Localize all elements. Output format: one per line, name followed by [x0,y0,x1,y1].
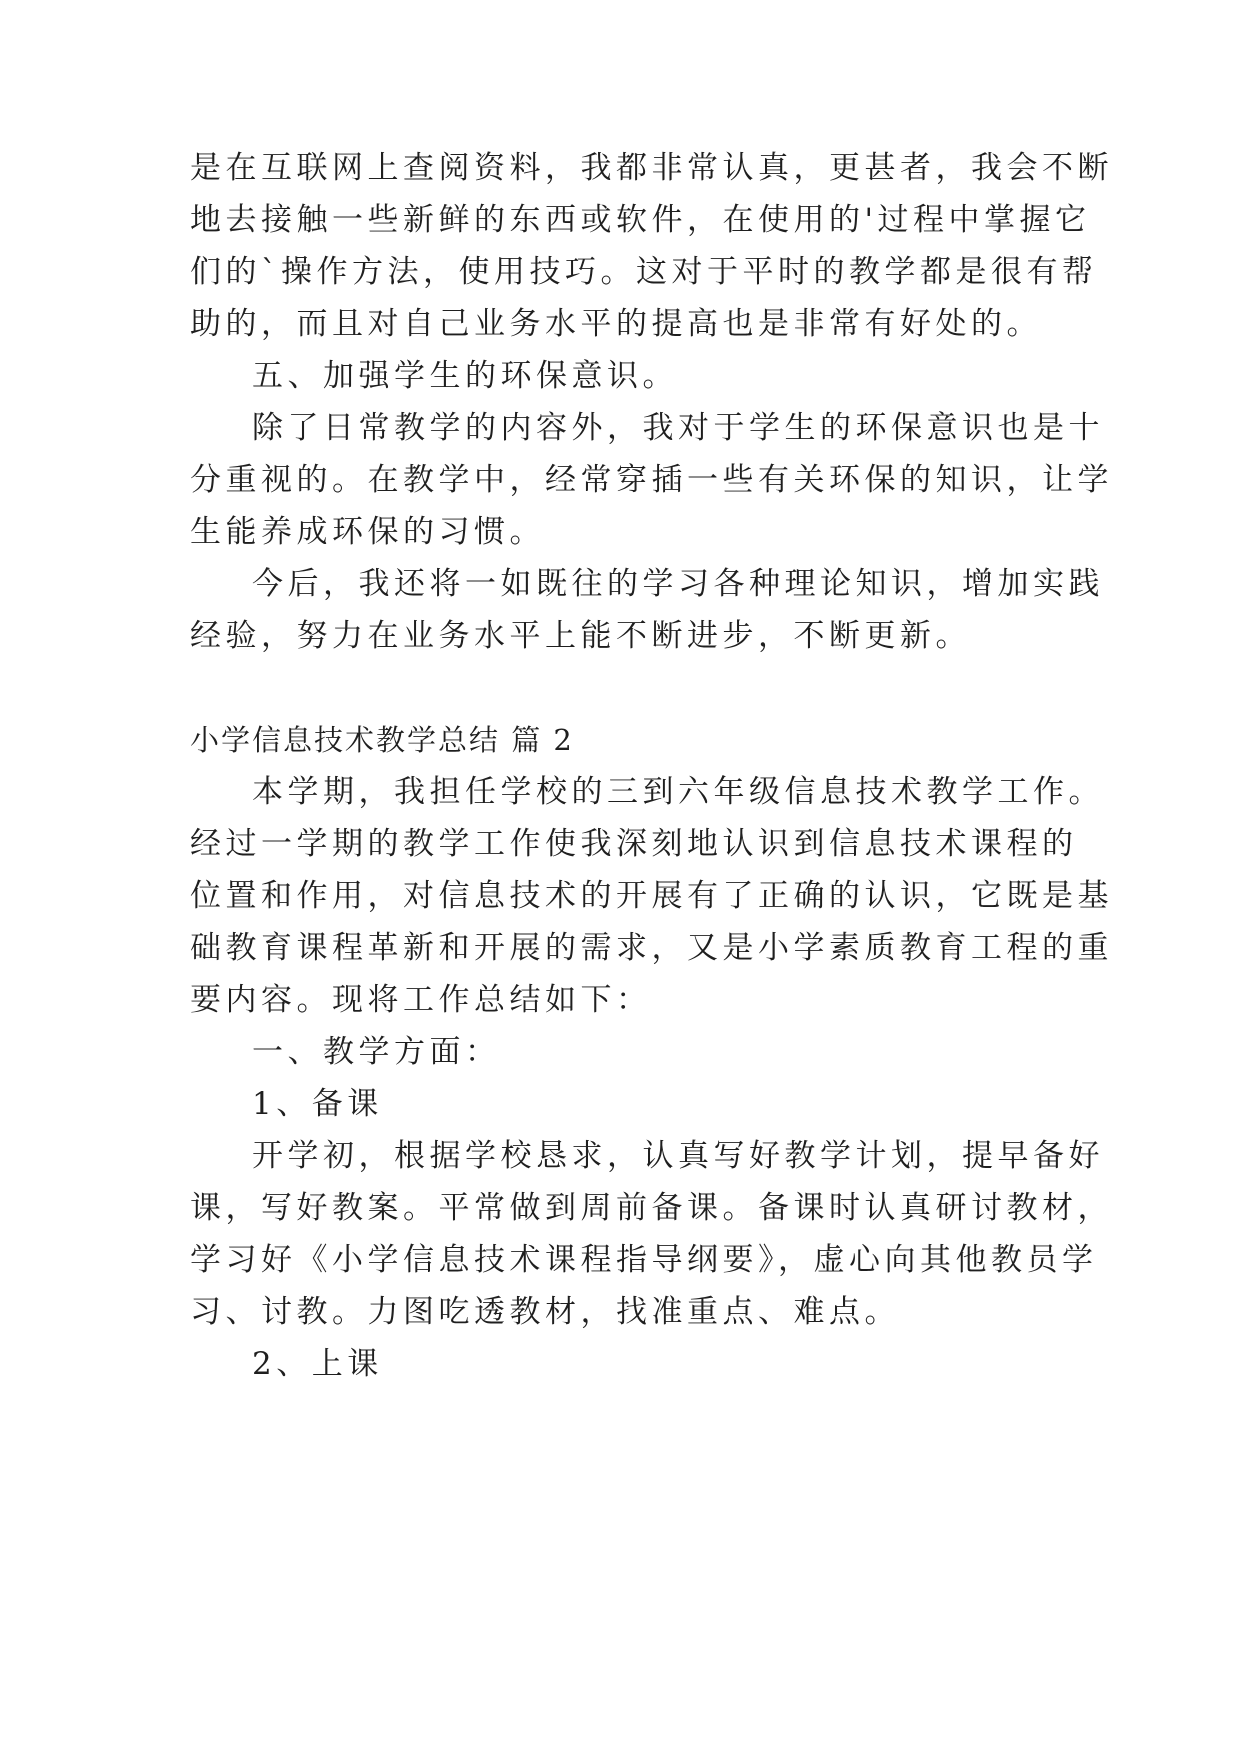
section-heading: 一、教学方面： [252,1034,501,1070]
paragraph-line: 开学初，根据学校恳求，认真写好教学计划，提早备好 [252,1138,1104,1174]
paragraph-line: 习、讨教。力图吃透教材，找准重点、难点。 [190,1294,900,1330]
paragraph-line: 要内容。现将工作总结如下： [190,982,652,1018]
paragraph-line: 课，写好教案。平常做到周前备课。备课时认真研讨教材， [190,1190,1113,1226]
paragraph-line: 学习好《小学信息技术课程指导纲要》，虚心向其他教员学 [190,1242,1098,1278]
paragraph-line: 础教育课程革新和开展的需求，又是小学素质教育工程的重 [190,930,1113,966]
paragraph-line: 地去接触一些新鲜的东西或软件，在使用的'过程中掌握它 [190,202,1091,238]
paragraph-line: 助的，而且对自己业务水平的提高也是非常有好处的。 [190,306,1042,342]
paragraph-line: 今后，我还将一如既往的学习各种理论知识，增加实践 [252,566,1104,602]
paragraph-line: 们的`操作方法，使用技巧。这对于平时的教学都是很有帮 [190,254,1098,290]
paragraph-line: 是在互联网上查阅资料，我都非常认真，更甚者，我会不断 [190,150,1113,186]
article-title: 小学信息技术教学总结 篇 2 [190,723,574,757]
section-heading: 五、加强学生的环保意识。 [252,358,678,394]
subsection-heading: 1、备课 [252,1086,383,1122]
paragraph-line: 生能养成环保的习惯。 [190,514,545,550]
paragraph-line: 除了日常教学的内容外，我对于学生的环保意识也是十 [252,410,1104,446]
paragraph-line: 经验，努力在业务水平上能不断进步，不断更新。 [190,618,971,654]
paragraph-line: 本学期，我担任学校的三到六年级信息技术教学工作。 [252,774,1104,810]
paragraph-line: 位置和作用，对信息技术的开展有了正确的认识，它既是基 [190,878,1113,914]
subsection-heading: 2、上课 [252,1346,383,1382]
paragraph-line: 经过一学期的教学工作使我深刻地认识到信息技术课程的 [190,826,1078,862]
paragraph-line: 分重视的。在教学中，经常穿插一些有关环保的知识，让学 [190,462,1113,498]
